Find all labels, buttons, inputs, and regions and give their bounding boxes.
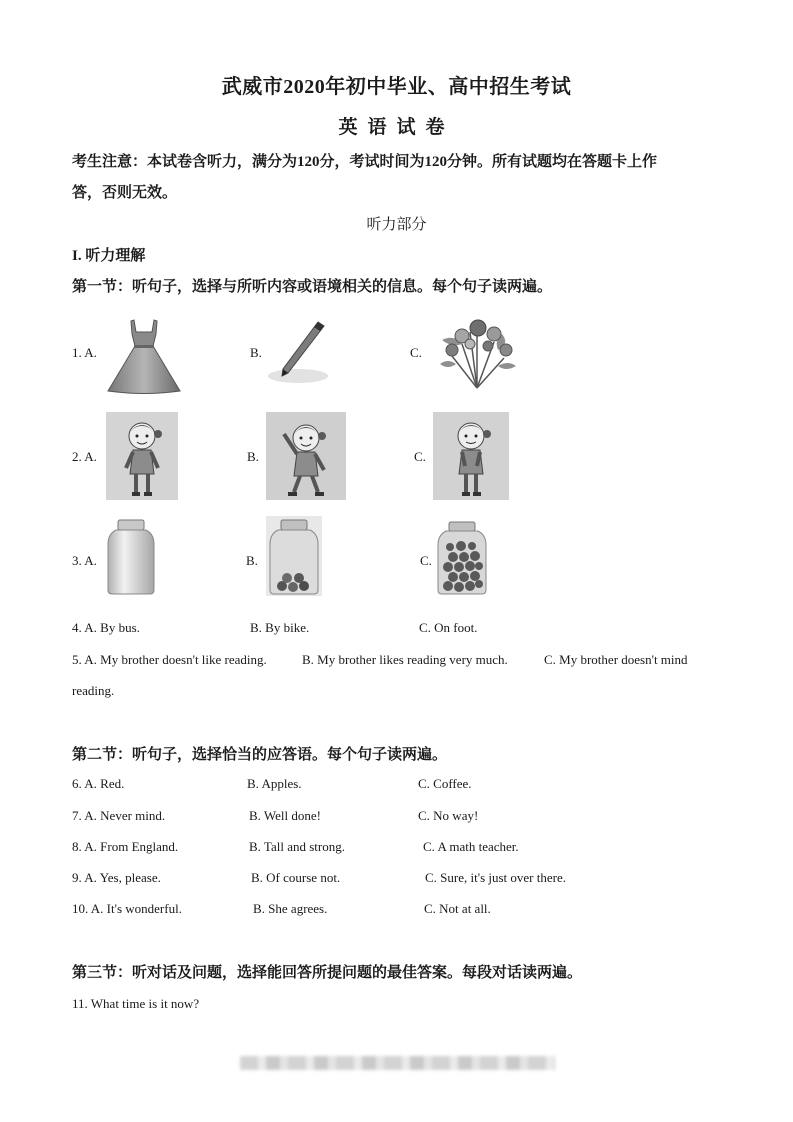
q5-option-c: C. My brother doesn't mind bbox=[544, 652, 688, 667]
q5-option-b: B. My brother likes reading very much. bbox=[302, 652, 508, 667]
section1-instruction: 第一节：听句子，选择与所听内容或语境相关的信息。每个句子读两遍。 bbox=[72, 279, 553, 295]
q11-question: 11. What time is it now? bbox=[72, 996, 200, 1011]
q3-option-a-label: 3. A. bbox=[72, 553, 97, 568]
q1-option-b-label: B. bbox=[250, 345, 262, 360]
page-subtitle: 英语试卷 bbox=[338, 117, 455, 138]
page-title: 武威市2020年初中毕业、高中招生考试 bbox=[221, 76, 572, 98]
exam-notice-line1: 考生注意：本试卷含听力，满分为120分，考试时间为120分钟。所有试题均在答题卡上作 bbox=[72, 154, 658, 170]
q5-option-a: 5. A. My brother doesn't like reading. bbox=[72, 652, 267, 667]
girl-waving-icon bbox=[266, 412, 346, 505]
girl-hands-back-icon bbox=[433, 412, 509, 505]
section3-instruction: 第三节：听对话及问题，选择能回答所提问题的最佳答案。每段对话读两遍。 bbox=[72, 965, 583, 981]
q9-option-a: 9. A. Yes, please. bbox=[72, 870, 161, 885]
q2-option-c-label: C. bbox=[414, 449, 426, 464]
part-title: 听力部分 bbox=[366, 217, 427, 233]
flowers-icon bbox=[432, 314, 522, 395]
q7-option-b: B. Well done! bbox=[249, 808, 322, 823]
q8-option-c: C. A math teacher. bbox=[423, 839, 519, 854]
q6-option-c: C. Coffee. bbox=[418, 776, 472, 791]
q10-option-a: 10. A. It's wonderful. bbox=[72, 901, 182, 916]
q2-option-b-label: B. bbox=[247, 449, 259, 464]
dress-icon bbox=[106, 318, 182, 399]
empty-jar-icon bbox=[106, 518, 156, 601]
q7-option-a: 7. A. Never mind. bbox=[72, 808, 166, 823]
q4-option-a: 4. A. By bus. bbox=[72, 620, 140, 635]
girl-standing-icon bbox=[106, 412, 178, 505]
q9-option-b: B. Of course not. bbox=[251, 870, 341, 885]
q3-option-c-label: C. bbox=[420, 553, 432, 568]
jar-full-candies-icon bbox=[436, 520, 488, 601]
q8-option-a: 8. A. From England. bbox=[72, 839, 179, 854]
q10-option-c: C. Not at all. bbox=[424, 901, 491, 916]
q6-option-a: 6. A. Red. bbox=[72, 776, 125, 791]
q4-option-c: C. On foot. bbox=[419, 620, 478, 635]
q10-option-b: B. She agrees. bbox=[253, 901, 328, 916]
jar-few-candies-icon bbox=[266, 516, 322, 601]
q7-option-c: C. No way! bbox=[418, 808, 479, 823]
q5-option-c-continued: reading. bbox=[72, 683, 115, 698]
q1-option-c-label: C. bbox=[410, 345, 422, 360]
q4-option-b: B. By bike. bbox=[250, 620, 310, 635]
q9-option-c: C. Sure, it's just over there. bbox=[425, 870, 566, 885]
q1-option-a-label: 1. A. bbox=[72, 345, 97, 360]
section2-instruction: 第二节：听句子，选择恰当的应答语。每个句子读两遍。 bbox=[72, 747, 448, 763]
exam-notice-line2: 答，否则无效。 bbox=[72, 185, 178, 201]
q2-option-a-label: 2. A. bbox=[72, 449, 97, 464]
pen-icon bbox=[266, 318, 336, 391]
q6-option-b: B. Apples. bbox=[247, 776, 302, 791]
footer-watermark bbox=[240, 1056, 555, 1070]
q8-option-b: B. Tall and strong. bbox=[249, 839, 345, 854]
section-title: I. 听力理解 bbox=[72, 248, 146, 264]
q3-option-b-label: B. bbox=[246, 553, 258, 568]
